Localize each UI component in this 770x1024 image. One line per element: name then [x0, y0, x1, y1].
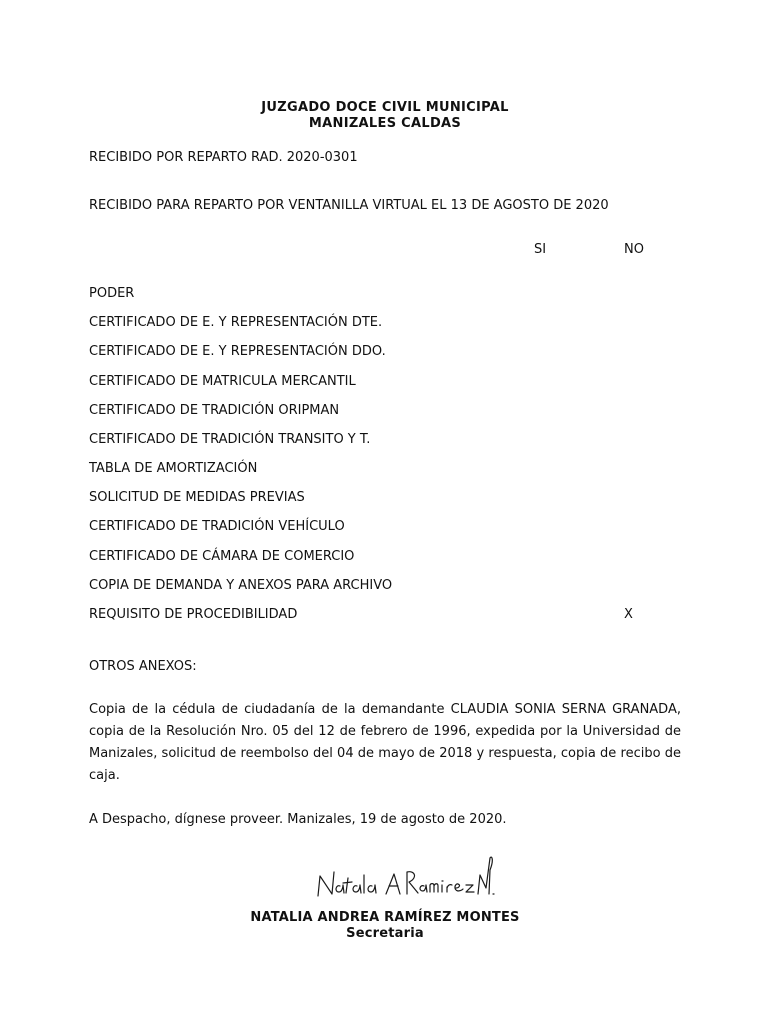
received-line: RECIBIDO POR REPARTO RAD. 2020-0301 — [89, 150, 358, 165]
checklist-item-label: CERTIFICADO DE TRADICIÓN TRANSITO Y T. — [89, 432, 371, 447]
checklist-item-label: CERTIFICADO DE MATRICULA MERCANTIL — [89, 374, 356, 389]
checklist-item-label: TABLA DE AMORTIZACIÓN — [89, 461, 258, 476]
signer-name: NATALIA ANDREA RAMÍREZ MONTES — [250, 910, 520, 925]
court-name: JUZGADO DOCE CIVIL MUNICIPAL — [261, 100, 509, 115]
otros-anexos-text: Copia de la cédula de ciudadanía de la demandante CLAUDIA SONIA SERNA GRANADA, copia de la Resolución Nro. 05 del 12 de febrero de 1996, expedida por la Universidad de Manizales, solicitud de reembolso del 04 de mayo de 2018 y respuesta, copia de recibo de caja. — [89, 702, 681, 783]
received-virtual-line: RECIBIDO PARA REPARTO POR VENTANILLA VIRTUAL EL 13 DE AGOSTO DE 2020 — [89, 198, 609, 213]
otros-anexos-label: OTROS ANEXOS: — [89, 659, 197, 674]
checklist-item-label: CERTIFICADO DE E. Y REPRESENTACIÓN DDO. — [89, 344, 386, 359]
checklist-no-mark: X — [624, 607, 633, 622]
checklist-item-label: CERTIFICADO DE CÁMARA DE COMERCIO — [89, 549, 355, 564]
checklist-item-label: PODER — [89, 286, 135, 301]
despacho-line: A Despacho, dígnese proveer. Manizales, 19 de agosto de 2020. — [89, 812, 507, 827]
signer-title: Secretaria — [346, 926, 424, 941]
column-no: NO — [624, 242, 644, 257]
handwritten-signature — [310, 850, 495, 905]
checklist-item-label: COPIA DE DEMANDA Y ANEXOS PARA ARCHIVO — [89, 578, 393, 593]
checklist-item-label: REQUISITO DE PROCEDIBILIDAD — [89, 607, 298, 622]
checklist-item-label: CERTIFICADO DE E. Y REPRESENTACIÓN DTE. — [89, 315, 383, 330]
checklist-item-label: SOLICITUD DE MEDIDAS PREVIAS — [89, 490, 305, 505]
checklist-item-label: CERTIFICADO DE TRADICIÓN ORIPMAN — [89, 403, 340, 418]
court-city: MANIZALES CALDAS — [308, 116, 462, 131]
checklist-item-label: CERTIFICADO DE TRADICIÓN VEHÍCULO — [89, 519, 345, 534]
column-si: SI — [534, 242, 547, 257]
